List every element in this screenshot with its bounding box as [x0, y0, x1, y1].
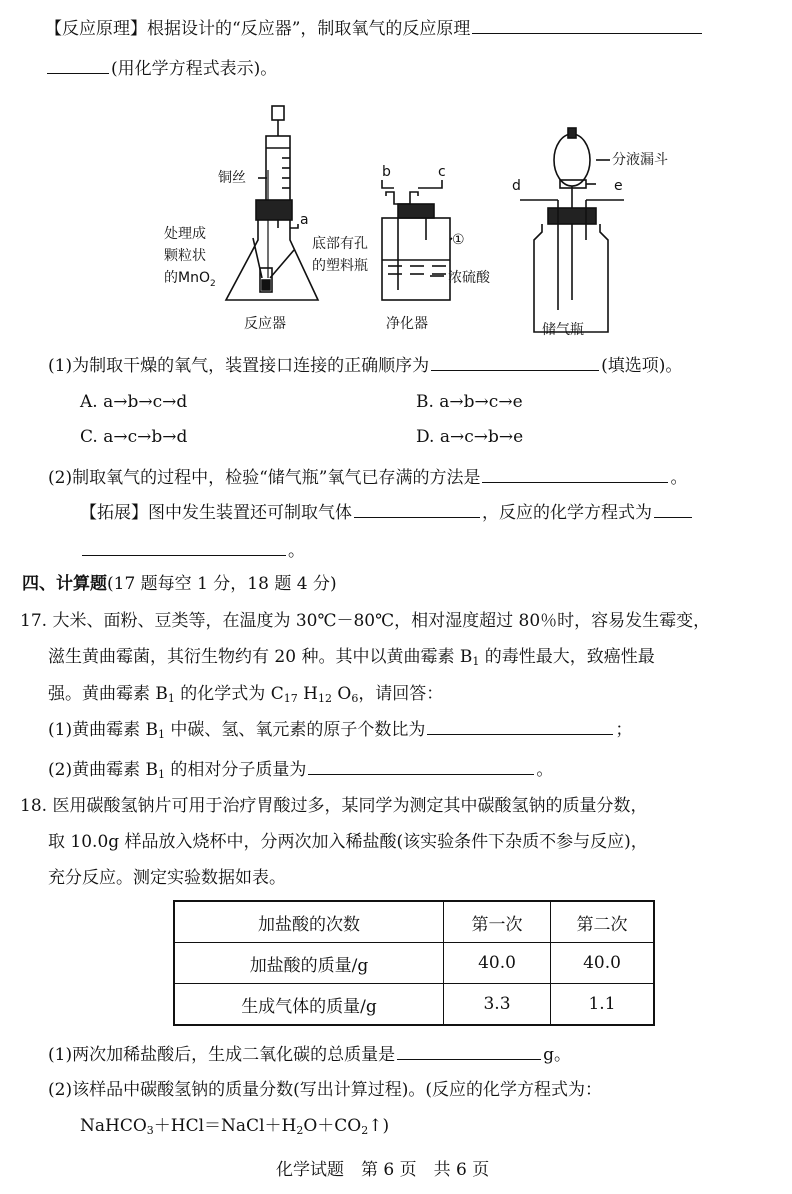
answer-blank[interactable]	[82, 537, 286, 556]
section-4-heading: 四、计算题(17 题每空 1 分，18 题 4 分)	[22, 574, 337, 594]
svg-text:处理成: 处理成	[164, 226, 206, 242]
svg-text:d: d	[512, 178, 521, 194]
mno2-label: 的MnO$_2$	[164, 270, 216, 289]
table-header-row: 加盐酸的次数 第一次 第二次	[174, 901, 654, 943]
reaction-principle-text: 【反应原理】根据设计的“反应器”，制取氧气的反应原理	[45, 19, 471, 39]
purifier-label: 净化器	[386, 316, 428, 332]
page-footer: 化学试题 第 6 页 共 6 页	[276, 1160, 490, 1180]
option-a: A. a→b→c→d	[80, 392, 188, 412]
purifier-bottle	[382, 218, 450, 300]
option-c: C. a→c→b→d	[80, 427, 188, 447]
p17-line-1: 17. 大米、面粉、豆类等，在温度为 30℃－80℃，相对湿度超过 80％时，容易发生霉变，	[20, 611, 711, 631]
svg-text:e: e	[614, 178, 623, 194]
p18-line-1: 18. 医用碳酸氢钠片可用于治疗胃酸过多，某同学为测定其中碳酸氢钠的质量分数，	[20, 796, 648, 816]
svg-text:底部有孔: 底部有孔	[312, 236, 368, 252]
equation-hint-line: (用化学方程式表示)。	[45, 55, 277, 81]
svg-text:分液漏斗: 分液漏斗	[612, 152, 668, 168]
answer-blank[interactable]	[397, 1041, 541, 1060]
extension-line-2: 。	[80, 537, 305, 563]
storage-bottle	[534, 224, 608, 332]
answer-blank[interactable]	[482, 464, 668, 483]
storage-label: 储气瓶	[542, 322, 584, 338]
purifier-tubes	[386, 192, 418, 204]
p18-question-2: (2)该样品中碳酸氢钠的质量分数(写出计算过程)。(反应的化学方程式为：	[48, 1080, 602, 1100]
reaction-principle-line	[45, 15, 704, 41]
option-b: B. a→b→c→e	[416, 392, 523, 412]
reaction-equation: $NaHCO_3+HCl=NaCl+H_2O+CO_2↑$)	[80, 1116, 390, 1137]
svg-text:颗粒状: 颗粒状	[164, 248, 206, 264]
answer-blank[interactable]	[654, 499, 692, 518]
svg-text:的塑料瓶: 的塑料瓶	[312, 258, 368, 274]
copper-label: 铜丝	[218, 170, 246, 186]
question-2: (2)制取氧气的过程中，检验“储气瓶”氧气已存满的方法是 。	[48, 464, 687, 490]
table-row: 加盐酸的质量/g 40.0 40.0	[174, 943, 654, 984]
p17-line-2: 滋生黄曲霉菌，其衍生物约有 20 种。其中以黄曲霉素 $B_1$ 的毒性最大，致癌性最	[48, 647, 655, 668]
svg-text:a: a	[300, 212, 309, 228]
p18-question-1: (1)两次加稀盐酸后，生成二氧化碳的总质量是 g。	[48, 1041, 571, 1067]
answer-blank[interactable]	[47, 55, 109, 74]
p18-line-2: 取 10.0g 样品放入烧杯中，分两次加入稀盐酸(该实验条件下杂质不参与反应)，	[48, 832, 648, 852]
answer-blank[interactable]	[431, 352, 599, 371]
p17-question-2: (2)黄曲霉素 $B_1$ 的相对分子质量为 。	[48, 756, 553, 782]
apparatus-figure	[150, 100, 670, 340]
svg-text:c: c	[438, 164, 446, 180]
answer-blank[interactable]	[427, 716, 613, 735]
svg-text:浓硫酸: 浓硫酸	[448, 270, 490, 286]
separatory-funnel	[554, 134, 590, 186]
reactor-label: 反应器	[244, 316, 286, 332]
question-1: (1)为制取干燥的氧气，装置接口连接的正确顺序为 (填选项)。	[48, 352, 682, 378]
option-d: D. a→c→b→e	[416, 427, 524, 447]
data-table	[173, 900, 655, 1026]
svg-text:b: b	[382, 164, 391, 180]
p17-question-1: (1)黄曲霉素 $B_1$ 中碳、氢、氧元素的原子个数比为 ；	[48, 716, 632, 742]
answer-blank[interactable]	[472, 15, 702, 34]
table-row: 生成气体的质量/g 3.3 1.1	[174, 984, 654, 1026]
answer-blank[interactable]	[354, 499, 480, 518]
stopper	[256, 200, 292, 220]
extension-line: 【拓展】图中发生装置还可制取气体 ，反应的化学方程式为	[80, 499, 694, 525]
answer-blank[interactable]	[308, 756, 534, 775]
syringe-plunger-top	[272, 106, 284, 120]
svg-text:①: ①	[452, 232, 465, 248]
p17-line-3: 强。黄曲霉素 $B_1$ 的化学式为 $C_{17}$ $H_{12}$ $O_6$，请回答：	[48, 684, 444, 705]
p18-line-3: 充分反应。测定实验数据如表。	[48, 868, 286, 888]
